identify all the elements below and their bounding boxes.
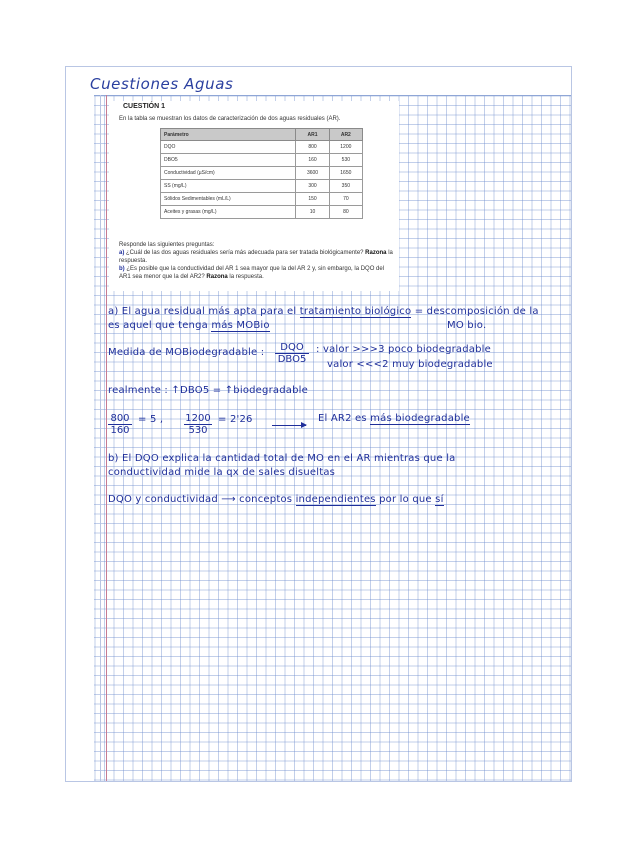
table-row [161, 193, 363, 206]
table-cell: 530 [329, 154, 362, 167]
answer-d-result [318, 413, 470, 424]
answer-f-line [108, 494, 444, 505]
answer-a-line1 [108, 306, 539, 317]
table-cell: Conductividad (µS/cm) [161, 167, 296, 180]
fraction-ar2-denominator: 530 [188, 425, 208, 436]
question-2-mark: b) [119, 266, 125, 272]
table-header-row [161, 129, 363, 141]
questions-prompt: Responde las siguientes preguntas: [119, 242, 215, 248]
answer-f-mid: por lo que [379, 494, 432, 505]
answer-b-label: Medida de MOBiodegradable : [108, 347, 265, 358]
table-cell: 80 [329, 206, 362, 219]
answer-f-end: sí [435, 494, 444, 505]
fraction-ar2-numerator: 1200 [185, 413, 211, 424]
table-row [161, 167, 363, 180]
parameters-table [160, 128, 363, 219]
page-margin-band [66, 95, 94, 781]
table-row [161, 154, 363, 167]
margin-line [106, 95, 107, 781]
table-cell: DQO [161, 141, 296, 154]
table-row [161, 180, 363, 193]
ratio-denominator: DBO5 [277, 354, 307, 365]
question-2-bold: Razona [206, 274, 228, 280]
answer-f-pre: DQO y conductividad ⟶ conceptos [108, 494, 293, 505]
table-header: AR1 [296, 129, 329, 141]
table-cell: 160 [296, 154, 329, 167]
answer-d-pre: El AR2 es [318, 413, 367, 424]
ratio-fraction [275, 342, 309, 365]
table-cell: 3600 [296, 167, 329, 180]
table-cell: Aceites y grasas (mg/L) [161, 206, 296, 219]
question-1-mark: a) [119, 250, 125, 256]
table-cell: 350 [329, 180, 362, 193]
question-2-text: ¿Es posible que la conductividad del AR 1 sea mayor que la del AR 2 y, sin embargo, la DQO del AR1 sea menor que la del AR2? [119, 266, 385, 280]
answer-b-value2: valor <<<2 muy biodegradable [327, 359, 493, 370]
question-2 [119, 265, 394, 281]
exercise-intro: En la tabla se muestran los datos de caracterización de dos aguas residuales (AR). [119, 116, 341, 122]
question-1-text: ¿Cuál de las dos aguas residuales sería más adecuada para ser tratada biológicamente? [126, 250, 364, 256]
table-cell: 150 [296, 193, 329, 206]
table-cell: Sólidos Sedimentables (mL/L) [161, 193, 296, 206]
questions-block [119, 241, 394, 281]
answer-b-value1: : valor >>>3 poco biodegradable [316, 344, 492, 355]
answer-e-line1: b) El DQO explica la cantidad total de MO en el AR mientras que la [108, 453, 456, 464]
answer-a-underline: tratamiento biológico [299, 306, 412, 317]
table-cell: 1200 [329, 141, 362, 154]
answer-a2-underline: más MOBio [211, 320, 270, 331]
answer-a-line2 [108, 320, 270, 331]
arrow-right-icon [272, 425, 306, 426]
question-2-tail: la respuesta. [229, 274, 264, 280]
pasted-exercise [109, 101, 399, 291]
fraction-ar1-numerator: 800 [108, 413, 132, 425]
table-header: AR2 [329, 129, 362, 141]
answer-a-pre: a) El agua residual más apta para el [108, 306, 297, 317]
answer-a-post: = descomposición de la [414, 306, 539, 317]
table-cell: 70 [329, 193, 362, 206]
fraction-ar1-denominator: 160 [110, 425, 130, 436]
fraction-ar1-result: = 5 , [138, 414, 164, 425]
table-row [161, 206, 363, 219]
answer-f-underline: independientes [295, 494, 376, 505]
table-cell: 300 [296, 180, 329, 193]
answer-a2-pre: es aquel que tenga [108, 320, 208, 331]
table-cell: DBO5 [161, 154, 296, 167]
page-title: Cuestiones Aguas [90, 75, 234, 93]
fraction-ar2 [184, 413, 212, 436]
margin-guide [100, 95, 101, 781]
question-1-tail: la respuesta. [119, 250, 393, 264]
answer-c-line: realmente : ↑DBO5 = ↑biodegradable [108, 385, 308, 396]
table-cell: SS (mg/L) [161, 180, 296, 193]
table-header: Parámetro [161, 129, 296, 141]
table-cell: 1650 [329, 167, 362, 180]
answer-d-underline: más biodegradable [370, 413, 470, 424]
table-cell: 800 [296, 141, 329, 154]
table-row [161, 141, 363, 154]
fraction-ar2-result: = 2'26 [218, 414, 253, 425]
question-1-bold: Razona [365, 250, 387, 256]
ratio-numerator: DQO [275, 342, 309, 354]
table-cell: 10 [296, 206, 329, 219]
fraction-ar1 [108, 413, 132, 436]
answer-a2-right: MO bio. [447, 320, 487, 331]
exercise-heading: CUESTIÓN 1 [123, 103, 166, 110]
question-1 [119, 249, 394, 265]
answer-e-line2: conductividad mide la qx de sales disueltas [108, 467, 336, 478]
